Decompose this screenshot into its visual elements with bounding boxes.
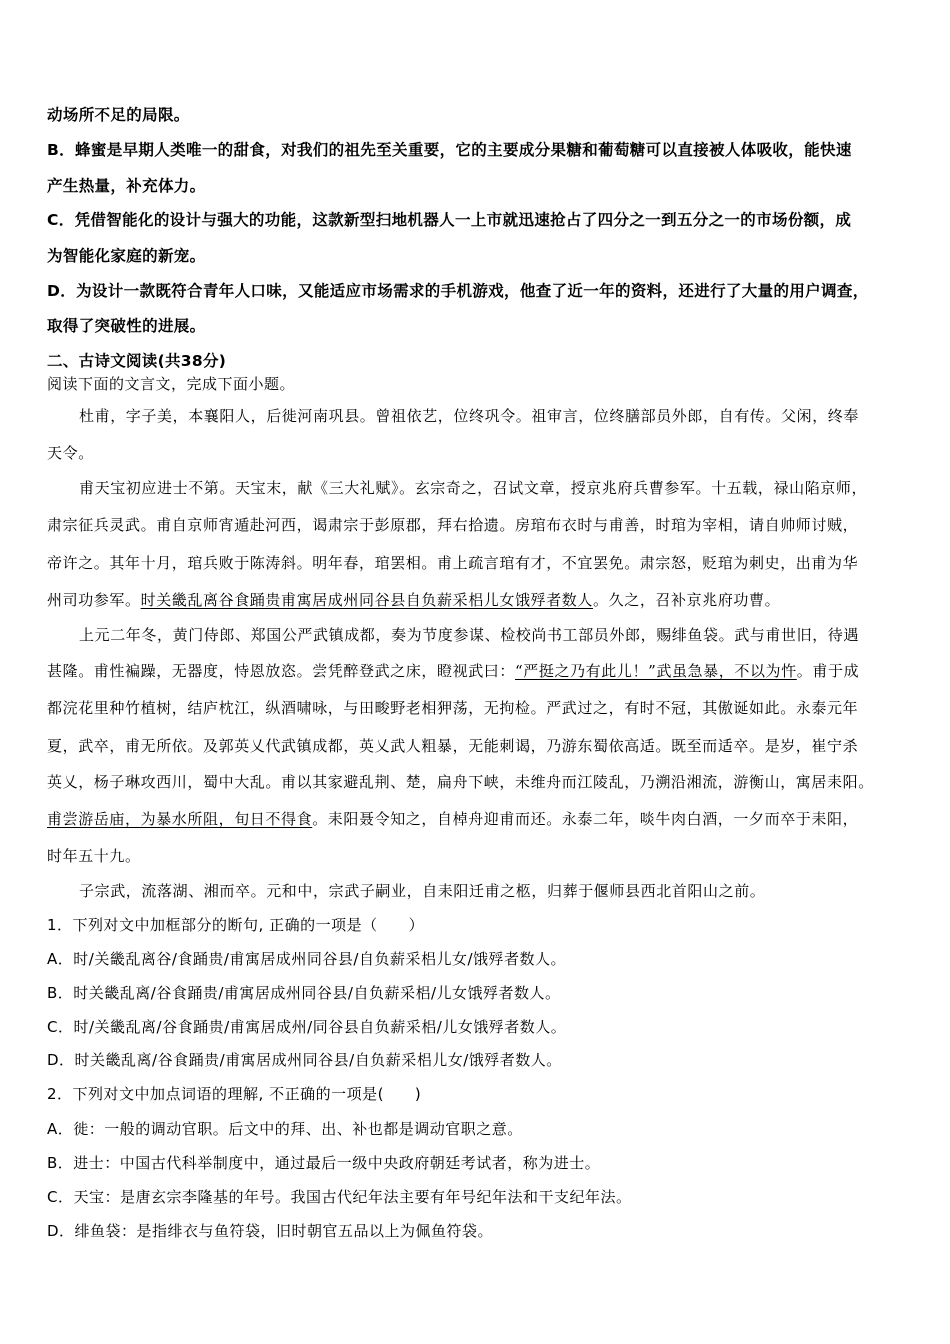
- passage-p3-line-1: 上元二年冬，黄门侍郎、郑国公严武镇成都，奏为节度参谋、检校尚书工部员外郎，赐绯鱼袋。武与甫世旧，待遇: [79, 626, 860, 644]
- option-c-line-2: 为智能化家庭的新宠。: [47, 247, 206, 265]
- passage-p1-line-1: 杜甫，字子美，本襄阳人，后徙河南巩县。曾祖依艺，位终巩令。祖审言，位终膳部员外郎，自有传。父闲，终奉: [79, 407, 860, 425]
- option-a-tail: 动场所不足的局限。: [47, 106, 190, 124]
- option-b-line-2: 产生热量，补充体力。: [47, 177, 206, 195]
- question-2-option-a: A．徙：一般的调动官职。后文中的拜、出、补也都是调动官职之意。: [47, 1120, 523, 1138]
- passage-text: 。久之，召补京兆府功曹。: [593, 591, 781, 609]
- question-1-option-b: B．时关畿乱离/谷食踊贵/甫寓居成州同谷县/自负薪采梠/儿女饿殍者数人。: [47, 984, 561, 1002]
- option-d-line-1: D．为设计一款既符合青年人口味，又能适应市场需求的手机游戏，他查了近一年的资料，还进行了大量的用户调查，: [47, 282, 869, 300]
- passage-text: 州司功参军。: [47, 591, 141, 609]
- passage-p2-line-1: 甫天宝初应进士不第。天宝末，献《三大礼赋》。玄宗奇之，召试文章，授京兆府兵曹参军。十五载，禄山陷京师，: [79, 479, 868, 497]
- passage-p3-line-4: 夏，武卒，甫无所依。及郭英乂代武镇成都，英乂武人粗暴，无能刺谒，乃游东蜀依高适。既至而适卒。是岁，崔宁杀: [47, 737, 859, 755]
- passage-p1-line-2: 天令。: [47, 444, 94, 462]
- passage-text: 甚隆。甫性褊躁，无器度，恃恩放恣。尝凭醉登武之床，瞪视武曰：: [47, 662, 516, 680]
- option-d-line-2: 取得了突破性的进展。: [47, 317, 206, 335]
- underlined-sentence: “严挺之乃有此儿！”武虽急暴，不以为忤: [515, 662, 797, 680]
- section-instruction: 阅读下面的文言文，完成下面小题。: [47, 375, 296, 393]
- passage-text: 。甫于成: [796, 662, 860, 680]
- boxed-sentence: 时关畿乱离谷食踊贵甫寓居成州同谷县自负薪采梠儿女饿殍者数人: [140, 591, 594, 609]
- passage-p4-line-1: 子宗武，流落湖、湘而卒。元和中，宗武子嗣业，自耒阳迁甫之柩，归葬于偃师县西北首阳山之前。: [79, 882, 766, 900]
- passage-text: 。耒阳聂令知之，自棹舟迎甫而还。永泰二年，啖牛肉白酒，一夕而卒于耒阳，: [312, 810, 859, 828]
- option-c-line-1: C．凭借智能化的设计与强大的功能，这款新型扫地机器人一上市就迅速抢占了四分之一到五分之一的市场份额，成: [47, 211, 852, 229]
- question-2-option-b: B．进士：中国古代科举制度中，通过最后一级中央政府朝廷考试者，称为进士。: [47, 1154, 601, 1172]
- question-2-option-c: C．天宝：是唐玄宗李隆基的年号。我国古代纪年法主要有年号纪年法和干支纪年法。: [47, 1188, 632, 1206]
- passage-p3-line-3: 都浣花里种竹植树，结庐枕江，纵酒啸咏，与田畯野老相狎荡，无拘检。严武过之，有时不冠，其傲诞如此。永泰元年: [47, 699, 859, 717]
- passage-p2-line-3: 帝许之。其年十月，琯兵败于陈涛斜。明年春，琯罢相。甫上疏言琯有才，不宜罢免。肃宗怒，贬琯为刺史，出甫为华: [47, 554, 859, 572]
- question-1-stem: 1．下列对文中加框部分的断句, 正确的一项是（ ）: [47, 916, 425, 934]
- question-2-stem: 2．下列对文中加点词语的理解, 不正确的一项是( ): [47, 1085, 422, 1103]
- passage-p2-line-4: [47, 589, 780, 610]
- question-1-option-c: C．时/关畿乱离/谷食踊贵/甫寓居成州/同谷县自负薪采梠/儿女饿殍者数人。: [47, 1018, 567, 1036]
- passage-p3-line-7: 时年五十九。: [47, 847, 141, 865]
- underlined-sentence: 甫尝游岳庙，为暴水所阻，旬日不得食: [47, 810, 313, 828]
- passage-p2-line-2: 肃宗征兵灵武。甫自京师宵遁赴河西，谒肃宗于彭原郡，拜右拾遗。房琯布衣时与甫善，时琯为宰相，请自帅师讨贼，: [47, 516, 859, 534]
- passage-p3-line-6: [47, 808, 858, 829]
- passage-p3-line-5: 英乂，杨子琳攻西川，蜀中大乱。甫以其家避乱荆、楚，扁舟下峡，未维舟而江陵乱，乃溯沿湘流，游衡山，寓居耒阳。: [47, 773, 874, 791]
- option-b-line-1: B．蜂蜜是早期人类唯一的甜食，对我们的祖先至关重要，它的主要成分果糖和葡萄糖可以直接被人体吸收，能快速: [47, 141, 852, 159]
- passage-p3-line-2: [47, 660, 859, 681]
- question-1-option-a: A．时/关畿乱离谷/食踊贵/甫寓居成州同谷县/自负薪采梠儿女/饿殍者数人。: [47, 950, 567, 968]
- question-2-option-d: D．绯鱼袋：是指绯衣与鱼符袋，旧时朝官五品以上为佩鱼符袋。: [47, 1222, 494, 1240]
- section-heading: 二、古诗文阅读(共38分): [47, 352, 227, 370]
- question-1-option-d: D．时关畿乱离/谷食踊贵/甫寓居成州同谷县/自负薪采梠儿女/饿殍者数人。: [47, 1051, 562, 1069]
